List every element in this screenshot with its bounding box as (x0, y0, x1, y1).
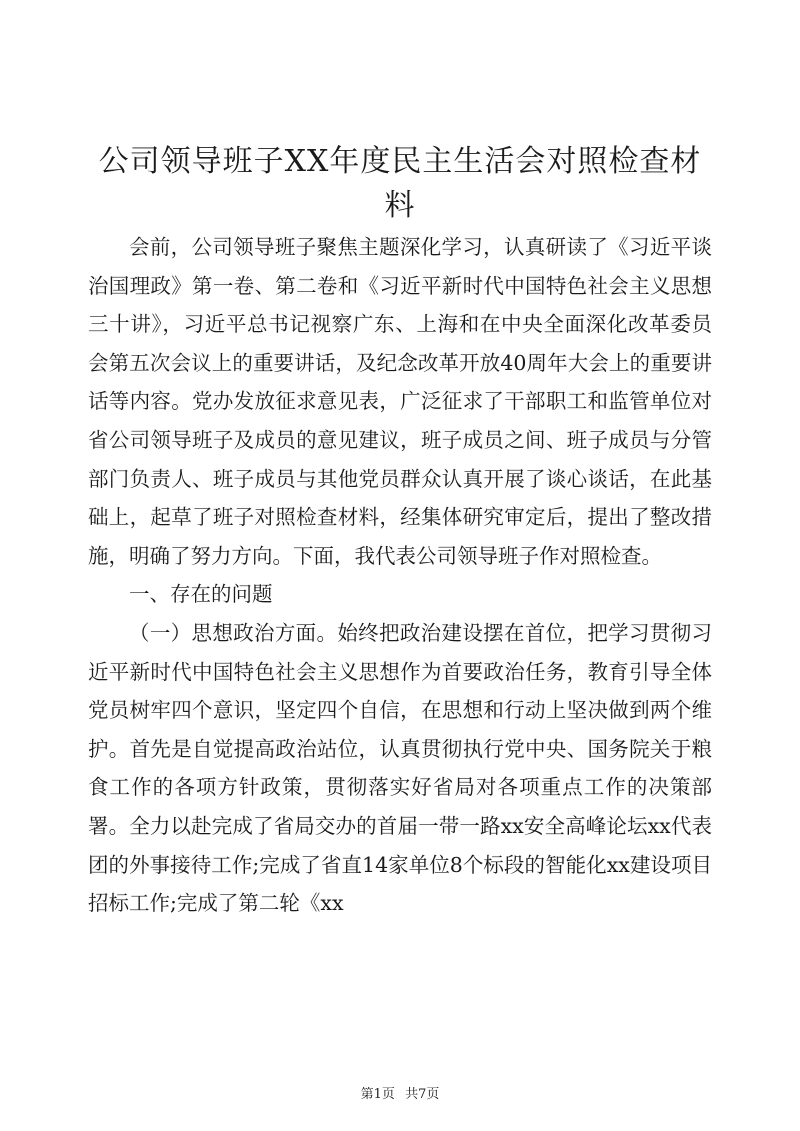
section-heading: 一、存在的问题 (129, 582, 273, 607)
page-total: 共7页 (405, 1087, 440, 1102)
document-title: 公司领导班子XX年度民主生活会对照检查材料 (98, 144, 702, 223)
page-footer (0, 1086, 800, 1104)
page-number: 第1页 (360, 1087, 395, 1102)
document-body (88, 228, 712, 923)
paragraph-intro: 会前，公司领导班子聚焦主题深化学习，认真研读了《习近平谈治国理政》第一卷、第二卷和《习近平新时代中国特色社会主义思想三十讲》，习近平总书记视察广东、上海和在中央全面深化改革委员会第五次会议上的重要讲话，及纪念改革开放40周年大会上的重要讲话等内容。党办发放征求意见表，广泛征求了干部职工和监管单位对省公司领导班子及成员的意见建议，班子成员之间、班子成员与分管部门负责人、班子成员与其他党员群众认真开展了谈心谈话，在此基础上，起草了班子对照检查材料，经集体研究审定后，提出了整改措施，明确了努力方向。下面，我代表公司领导班子作对照检查。 (88, 235, 712, 568)
paragraph-ideology: （一）思想政治方面。始终把政治建设摆在首位，把学习贯彻习近平新时代中国特色社会主义思想作为首要政治任务，教育引导全体党员树牢四个意识，坚定四个自信，在思想和行动上坚决做到两个维护。首先是自觉提高政治站位，认真贯彻执行党中央、国务院关于粮食工作的各项方针政策，贯彻落实好省局对各项重点工作的决策部署。全力以赴完成了省局交办的首届一带一路xx安全高峰论坛xx代表团的外事接待工作;完成了省直14家单位8个标段的智能化xx建设项目招标工作;完成了第二轮《xx (88, 620, 712, 916)
